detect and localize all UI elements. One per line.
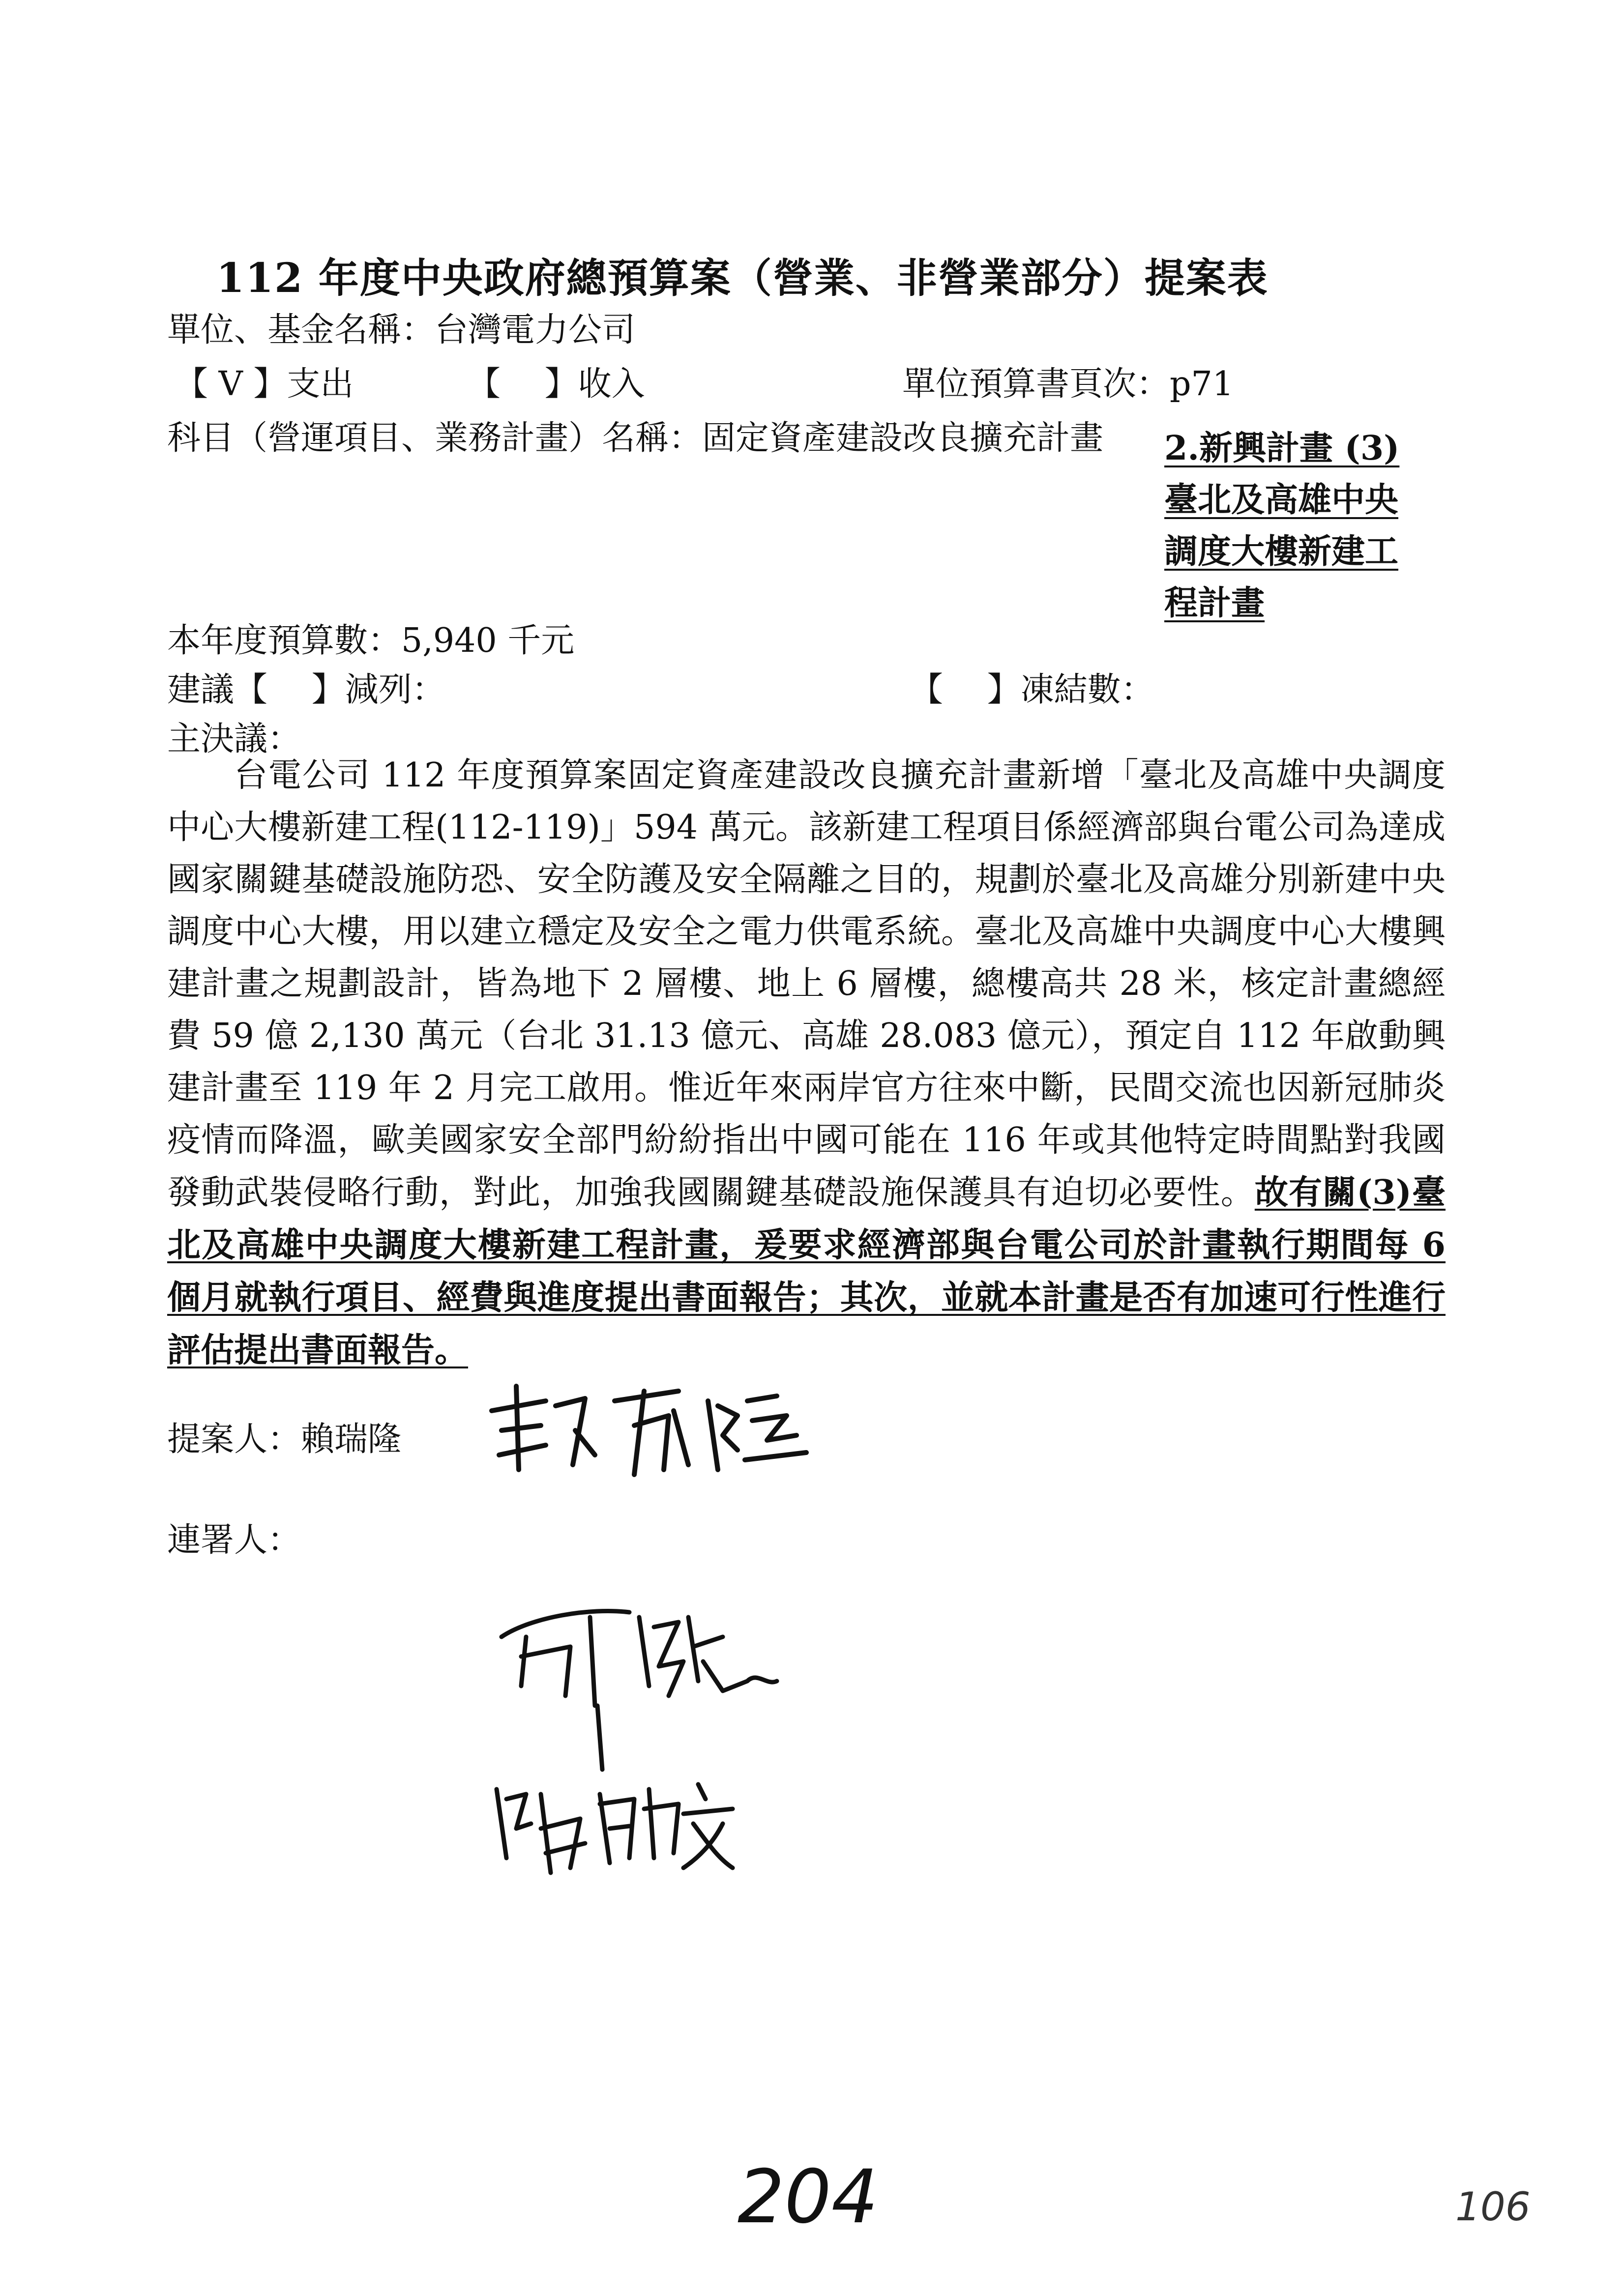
resolution-emphasis: 故有關(3)臺北及高雄中央調度大樓新建工程計畫，爰要求經濟部與台電公司於計畫執行期間每 6 個月就執行項目、經費與進度提出書面報告；其次，並就本計畫是否有加速可行性進行評估提出書面報告。	[167, 1173, 1446, 1370]
freeze-field: 【 】凍結數：	[910, 670, 1154, 709]
resolution-label: 主決議：	[167, 720, 301, 758]
cosigner-label: 連署人：	[167, 1521, 301, 1560]
resolution-paragraph: 台電公司 112 年度預算案固定資產建設改良擴充計畫新增「臺北及高雄中央調度中心大樓新建工程(112-119)」594 萬元。該新建工程項目係經濟部與台電公司為達成國家關鍵基礎設施防恐、安全防護及安全隔離之目的，規劃於臺北及高雄分別新建中央調度中心大樓，用以建立穩定及安全之電力供電系統。臺北及高雄中央調度中心大樓興建計畫之規劃設計，皆為地下 2 層樓、地上 6 層樓，總樓高共 28 米，核定計畫總經費 59 億 2,130 萬元（台北 31.13 億元、高雄 28.083 億元），預定自 112 年啟動興建計畫至 119 年 2 月完工啟用。惟近年來兩岸官方往來中斷，民間交流也因新冠肺炎疫情而降溫，歐美國家安全部門紛紛指出中國可能在 116 年或其他特定時間點對我國發動武裝侵略行動，對此，加強我國關鍵基礎設施保護具有迫切必要性。	[167, 756, 1446, 1212]
subject-line-3: 調度大樓新建工	[1164, 532, 1399, 571]
page-number: 204	[738, 2154, 879, 2240]
cosigner-signature-2	[487, 1770, 742, 1883]
unit-name-line: 單位、基金名稱：台灣電力公司	[167, 311, 636, 349]
subject-label: 科目（營運項目、業務計畫）名稱：固定資產建設改良擴充計畫	[167, 419, 1104, 458]
proposer-signature	[472, 1371, 816, 1484]
reduce-field: 建議【 】減列：	[167, 670, 445, 709]
budget-page-ref: 單位預算書頁次：p71	[902, 365, 1234, 404]
income-checkbox: 【 】收入	[467, 365, 645, 404]
cosigner-signature-1	[492, 1588, 836, 1774]
proposer-label: 提案人：賴瑞隆	[167, 1420, 402, 1459]
subject-line-4: 程計畫	[1164, 583, 1265, 623]
page-title: 112 年度中央政府總預算案（營業、非營業部分）提案表	[216, 255, 1269, 302]
subject-line-1: 2.新興計畫 (3)	[1164, 429, 1400, 468]
expense-checkbox: 【 V 】支出	[175, 365, 354, 404]
corner-number: 106	[1455, 2184, 1531, 2230]
subject-line-2: 臺北及高雄中央	[1164, 480, 1399, 520]
resolution-body	[167, 750, 1446, 1377]
budget-amount: 本年度預算數：5,940 千元	[167, 621, 575, 660]
